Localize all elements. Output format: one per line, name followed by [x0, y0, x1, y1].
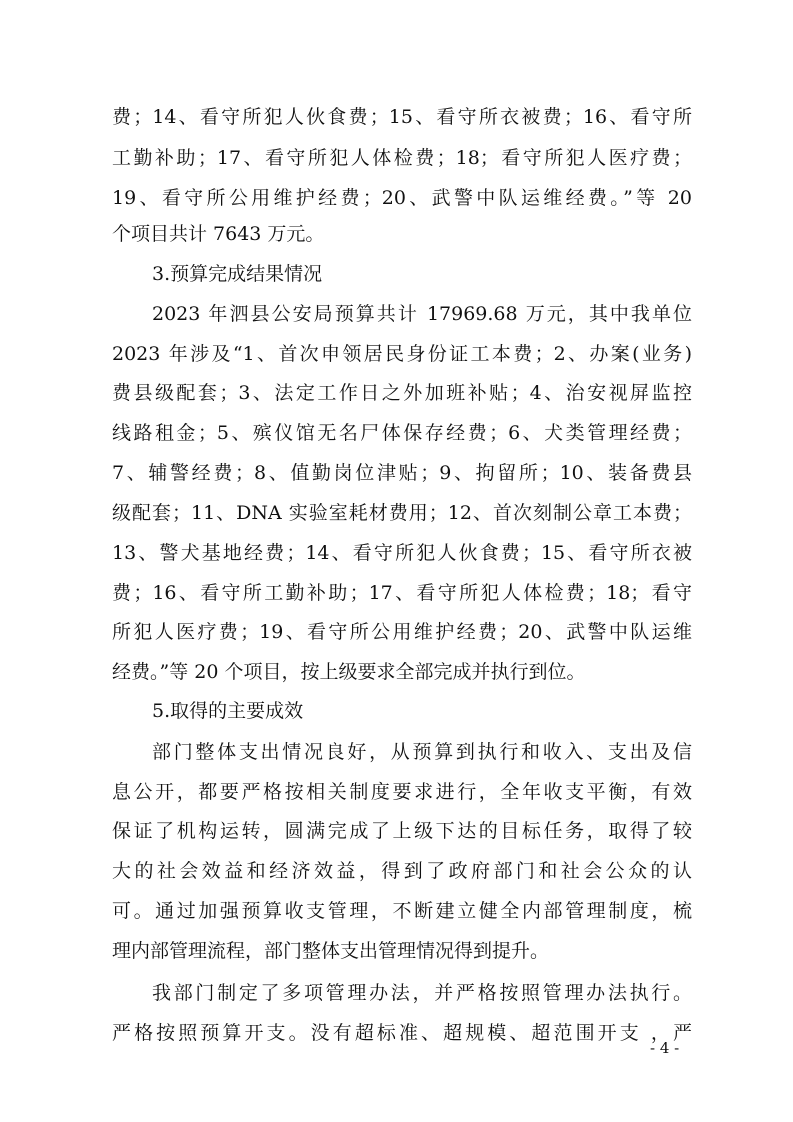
- text-line: 级配套；11、DNA 实验室耗材费用；12、首次刻制公章工本费；: [112, 502, 692, 524]
- text-line: 线路租金；5、殡仪馆无名尸体保存经费；6、犬类管理经费；: [112, 422, 692, 444]
- text-line: 费；16、看守所工勤补助；17、看守所犯人体检费；18；看守: [112, 582, 692, 604]
- text-line: 费；14、看守所犯人伙食费；15、看守所衣被费；16、看守所: [112, 106, 692, 128]
- paragraph-first-line: 我部门制定了多项管理办法，并严格按照管理办法执行。: [152, 982, 692, 1004]
- text-line: 可。通过加强预算收支管理，不断建立健全内部管理制度，梳: [112, 900, 692, 922]
- text-line: 保证了机构运转，圆满完成了上级下达的目标任务，取得了较: [112, 820, 692, 842]
- page-number: - 4 -: [650, 1039, 680, 1057]
- paragraph-first-line: 2023 年泗县公安局预算共计 17969.68 万元，其中我单位: [152, 303, 692, 325]
- text-line: 7、辅警经费；8、值勤岗位津贴；9、拘留所；10、装备费县: [112, 462, 692, 484]
- section-heading: 5.取得的主要成效: [152, 700, 304, 722]
- text-line: 费县级配套；3、法定工作日之外加班补贴；4、治安视屏监控: [112, 382, 692, 404]
- text-line: 严格按照预算开支。没有超标准、超规模、超范围开支 ，严: [112, 1022, 692, 1044]
- text-line: 2023 年涉及“1、首次申领居民身份证工本费；2、办案(业务): [112, 343, 692, 365]
- text-line: 19、看守所公用维护经费；20、武警中队运维经费。”等 20: [112, 187, 692, 209]
- section-heading: 3.预算完成结果情况: [152, 263, 323, 285]
- paragraph-first-line: 部门整体支出情况良好，从预算到执行和收入、支出及信: [152, 741, 692, 763]
- text-line: 13、警犬基地经费；14、看守所犯人伙食费；15、看守所衣被: [112, 542, 692, 564]
- text-line: 经费。”等 20 个项目，按上级要求全部完成并执行到位。: [112, 661, 586, 683]
- text-line: 所犯人医疗费；19、看守所公用维护经费；20、武警中队运维: [112, 621, 692, 643]
- text-line: 个项目共计 7643 万元。: [112, 223, 325, 245]
- text-line: 理内部管理流程，部门整体支出管理情况得到提升。: [112, 940, 550, 962]
- text-line: 息公开，都要严格按相关制度要求进行，全年收支平衡，有效: [112, 781, 692, 803]
- text-line: 工勤补助；17、看守所犯人体检费；18；看守所犯人医疗费；: [112, 147, 692, 169]
- text-line: 大的社会效益和经济效益，得到了政府部门和社会公众的认: [112, 860, 692, 882]
